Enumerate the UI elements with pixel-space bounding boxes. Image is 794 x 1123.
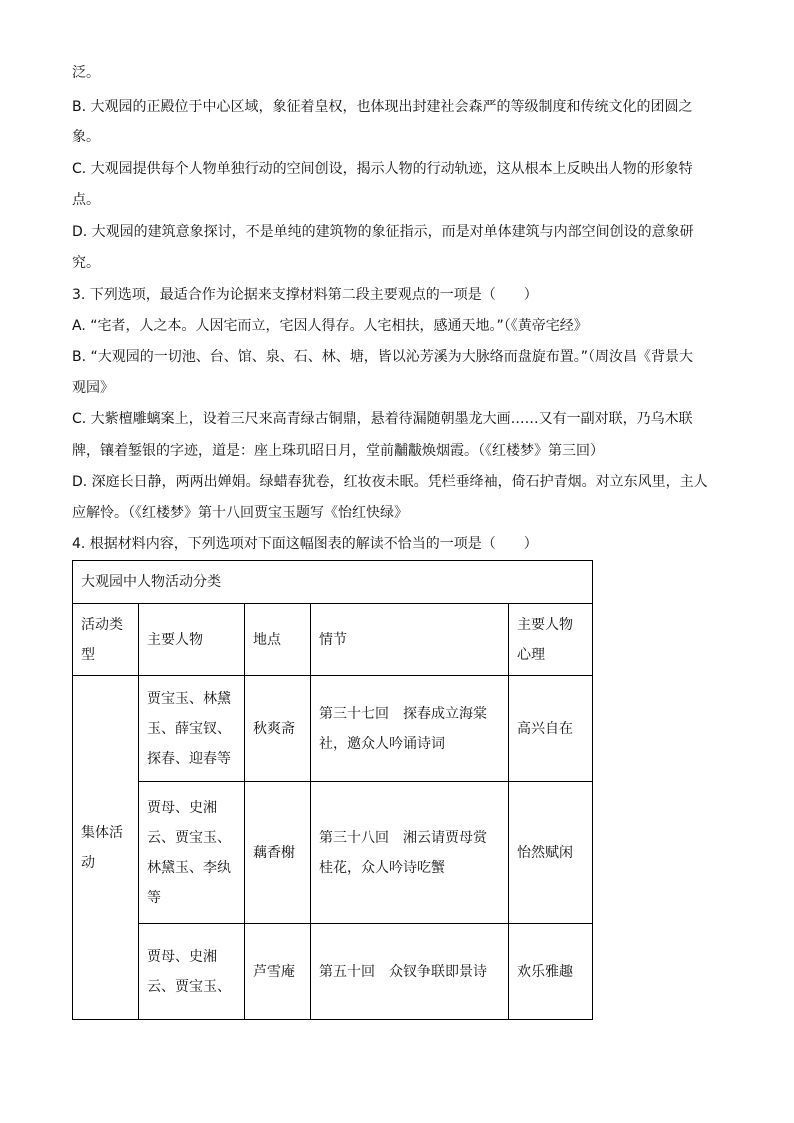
option-d-line: D. 大观园的建筑意象探讨，不是单纯的建筑物的象征指示，而是对单体建筑与内部空间创设的意象研 — [72, 224, 694, 240]
text-line: 象。 — [72, 129, 100, 145]
place-cell: 秋爽斋 — [245, 676, 311, 782]
mood-cell: 高兴自在 — [509, 676, 593, 782]
option-c-line: C. 大观园提供每个人物单独行动的空间创设，揭示人物的行动轨迹，这从根本上反映出人物的形象特 — [72, 161, 693, 177]
q3-option-b: B. “大观园的一切池、台、馆、泉、石、林、塘，皆以沁芳溪为大脉络而盘旋布置。”（周汝昌《背景大 — [72, 349, 694, 365]
question-4: 4. 根据材料内容，下列选项对下面这幅图表的解读不恰当的一项是（ ） — [72, 536, 538, 552]
text-line: 观园》 — [72, 380, 114, 396]
header-cell: 主要人物 — [139, 604, 245, 676]
table-row — [73, 924, 593, 1020]
group-cell: 集体活动 — [73, 676, 139, 1020]
header-cell: 主要人物心理 — [509, 604, 593, 676]
people-cell: 贾母、史湘云、贾宝玉、林黛玉、李纨等 — [139, 782, 245, 924]
mood-cell: 怡然赋闲 — [509, 782, 593, 924]
table-title: 大观园中人物活动分类 — [73, 561, 593, 604]
place-cell: 芦雪庵 — [245, 924, 311, 1020]
text-line: 究。 — [72, 255, 100, 271]
plot-cell: 第三十七回 探春成立海棠社，邀众人吟诵诗词 — [311, 676, 509, 782]
people-cell: 贾宝玉、林黛玉、薛宝钗、探春、迎春等 — [139, 676, 245, 782]
table-row — [73, 782, 593, 924]
q3-option-d: D. 深庭长日静，两两出婵娟。绿蜡春犹卷，红妆夜未眠。凭栏垂绛袖，倚石护青烟。对立东风里，主人 — [72, 474, 708, 490]
q3-option-c: C. 大紫檀雕螭案上，设着三尺来高青绿古铜鼎，悬着待漏随朝墨龙大画……又有一副对联，乃乌木联 — [72, 411, 693, 427]
q3-option-a: A. “宅者，人之本。人因宅而立，宅因人得存。人宅相扶，感通天地。”（《黄帝宅经》 — [72, 318, 588, 334]
text-line: 点。 — [72, 192, 100, 208]
table-row — [73, 676, 593, 782]
text-line: 应解怜。（《红楼梦》第十八回贾宝玉题写《怡红快绿》 — [72, 505, 408, 521]
activity-table — [72, 560, 593, 1020]
people-cell: 贾母、史湘云、贾宝玉、 — [139, 924, 245, 1020]
text-line: 泛。 — [72, 65, 100, 81]
option-b-line: B. 大观园的正殿位于中心区域，象征着皇权，也体现出封建社会森严的等级制度和传统文化的团圆之 — [72, 99, 693, 115]
mood-cell: 欢乐雅趣 — [509, 924, 593, 1020]
header-cell: 地点 — [245, 604, 311, 676]
plot-cell: 第五十回 众钗争联即景诗 — [311, 924, 509, 1020]
question-3: 3. 下列选项，最适合作为论据来支撑材料第二段主要观点的一项是（ ） — [72, 287, 538, 303]
place-cell: 藕香榭 — [245, 782, 311, 924]
header-cell: 活动类型 — [73, 604, 139, 676]
text-line: 牌，镶着錾银的字迹，道是：座上珠玑昭日月，堂前黼黻焕烟霞。（《红楼梦》第三回） — [72, 443, 604, 459]
header-cell: 情节 — [311, 604, 509, 676]
plot-cell: 第三十八回 湘云请贾母赏桂花，众人吟诗吃蟹 — [311, 782, 509, 924]
